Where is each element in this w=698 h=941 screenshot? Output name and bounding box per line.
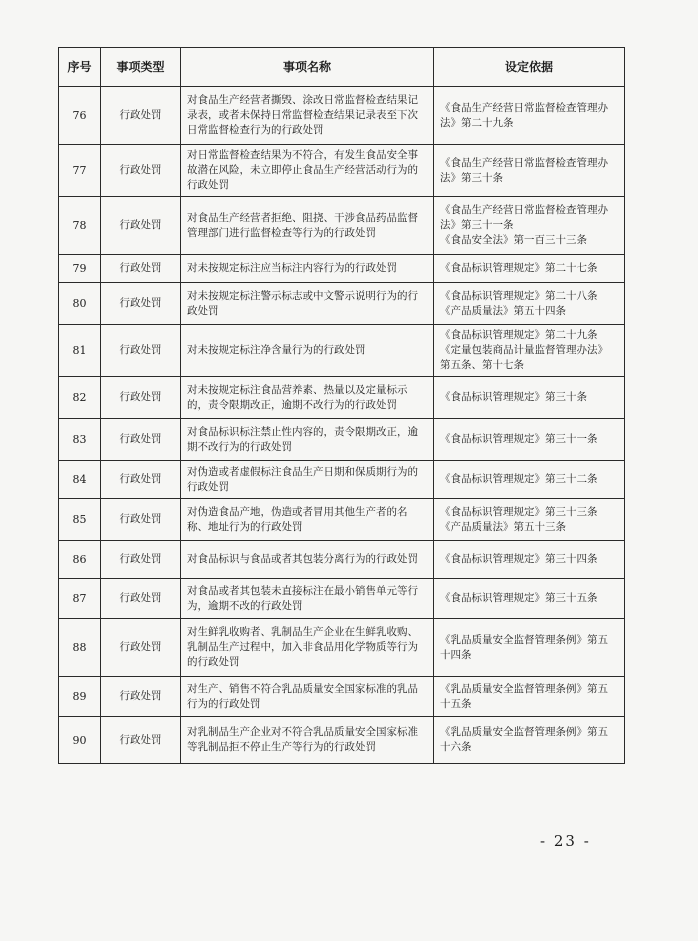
header-name: 事项名称: [181, 48, 434, 87]
row-index: 76: [59, 87, 101, 145]
row-basis: 《乳品质量安全监督管理条例》第五十五条: [434, 677, 625, 717]
row-basis: 《食品标识管理规定》第三十条: [434, 377, 625, 419]
row-type: 行政处罚: [101, 619, 181, 677]
header-type: 事项类型: [101, 48, 181, 87]
row-basis: 《食品生产经营日常监督检查管理办法》第三十条: [434, 145, 625, 197]
row-name: 对未按规定标注警示标志或中文警示说明行为的行政处罚: [181, 283, 434, 325]
table-row: [59, 145, 625, 197]
row-type: 行政处罚: [101, 579, 181, 619]
row-type: 行政处罚: [101, 717, 181, 764]
row-type: 行政处罚: [101, 499, 181, 541]
row-name: 对生鲜乳收购者、乳制品生产企业在生鲜乳收购、乳制品生产过程中，加入非食品用化学物质等行为的行政处罚: [181, 619, 434, 677]
row-name: 对生产、销售不符合乳品质量安全国家标准的乳品行为的行政处罚: [181, 677, 434, 717]
row-index: 79: [59, 255, 101, 283]
table-row: [59, 377, 625, 419]
row-basis: 《食品标识管理规定》第三十一条: [434, 419, 625, 461]
row-basis: 《食品标识管理规定》第三十三条 《产品质量法》第五十三条: [434, 499, 625, 541]
table-row: [59, 325, 625, 377]
row-index: 87: [59, 579, 101, 619]
row-name: 对日常监督检查结果为不符合，有发生食品安全事故潜在风险，未立即停止食品生产经营活动行为的行政处罚: [181, 145, 434, 197]
row-basis: 《乳品质量安全监督管理条例》第五十六条: [434, 717, 625, 764]
table-row: [59, 283, 625, 325]
row-index: 77: [59, 145, 101, 197]
row-basis: 《食品标识管理规定》第二十七条: [434, 255, 625, 283]
row-type: 行政处罚: [101, 145, 181, 197]
header-basis: 设定依据: [434, 48, 625, 87]
row-index: 88: [59, 619, 101, 677]
row-name: 对食品生产经营者撕毁、涂改日常监督检查结果记录表，或者未保持日常监督检查结果记录表至下次日常监督检查行为的行政处罚: [181, 87, 434, 145]
row-name: 对乳制品生产企业对不符合乳品质量安全国家标准等乳制品拒不停止生产等行为的行政处罚: [181, 717, 434, 764]
row-index: 82: [59, 377, 101, 419]
table-row: [59, 619, 625, 677]
row-basis: 《食品标识管理规定》第二十九条 《定量包装商品计量监督管理办法》第五条、第十七条: [434, 325, 625, 377]
row-type: 行政处罚: [101, 197, 181, 255]
row-name: 对未按规定标注食品营养素、热量以及定量标示的，责令限期改正，逾期不改行为的行政处罚: [181, 377, 434, 419]
row-name: 对食品生产经营者拒绝、阻挠、干涉食品药品监督管理部门进行监督检查等行为的行政处罚: [181, 197, 434, 255]
row-name: 对食品标识与食品或者其包装分离行为的行政处罚: [181, 541, 434, 579]
table-row: [59, 677, 625, 717]
row-index: 83: [59, 419, 101, 461]
row-name: 对伪造食品产地，伪造或者冒用其他生产者的名称、地址行为的行政处罚: [181, 499, 434, 541]
row-basis: 《乳品质量安全监督管理条例》第五十四条: [434, 619, 625, 677]
row-name: 对食品标识标注禁止性内容的，责令限期改正，逾期不改行为的行政处罚: [181, 419, 434, 461]
row-index: 90: [59, 717, 101, 764]
row-name: 对伪造或者虚假标注食品生产日期和保质期行为的行政处罚: [181, 461, 434, 499]
table-row: [59, 717, 625, 764]
row-type: 行政处罚: [101, 283, 181, 325]
page-number: - 23 -: [540, 832, 591, 850]
table-row: [59, 579, 625, 619]
table-row: [59, 419, 625, 461]
table-header-row: [59, 48, 625, 87]
row-basis: 《食品标识管理规定》第三十二条: [434, 461, 625, 499]
row-index: 81: [59, 325, 101, 377]
row-type: 行政处罚: [101, 461, 181, 499]
table-row: [59, 499, 625, 541]
table-row: [59, 87, 625, 145]
row-type: 行政处罚: [101, 377, 181, 419]
row-type: 行政处罚: [101, 677, 181, 717]
row-basis: 《食品生产经营日常监督检查管理办法》第二十九条: [434, 87, 625, 145]
row-type: 行政处罚: [101, 87, 181, 145]
row-type: 行政处罚: [101, 325, 181, 377]
row-type: 行政处罚: [101, 255, 181, 283]
row-name: 对食品或者其包装未直接标注在最小销售单元等行为，逾期不改的行政处罚: [181, 579, 434, 619]
row-name: 对未按规定标注应当标注内容行为的行政处罚: [181, 255, 434, 283]
table-row: [59, 461, 625, 499]
row-index: 78: [59, 197, 101, 255]
row-basis: 《食品标识管理规定》第二十八条 《产品质量法》第五十四条: [434, 283, 625, 325]
row-index: 85: [59, 499, 101, 541]
row-basis: 《食品标识管理规定》第三十五条: [434, 579, 625, 619]
matters-table: [58, 47, 625, 764]
row-index: 89: [59, 677, 101, 717]
row-type: 行政处罚: [101, 419, 181, 461]
table-row: [59, 255, 625, 283]
row-basis: 《食品标识管理规定》第三十四条: [434, 541, 625, 579]
row-name: 对未按规定标注净含量行为的行政处罚: [181, 325, 434, 377]
row-index: 84: [59, 461, 101, 499]
row-index: 86: [59, 541, 101, 579]
row-index: 80: [59, 283, 101, 325]
row-type: 行政处罚: [101, 541, 181, 579]
table-row: [59, 197, 625, 255]
header-index: 序号: [59, 48, 101, 87]
table-row: [59, 541, 625, 579]
row-basis: 《食品生产经营日常监督检查管理办法》第三十一条 《食品安全法》第一百三十三条: [434, 197, 625, 255]
